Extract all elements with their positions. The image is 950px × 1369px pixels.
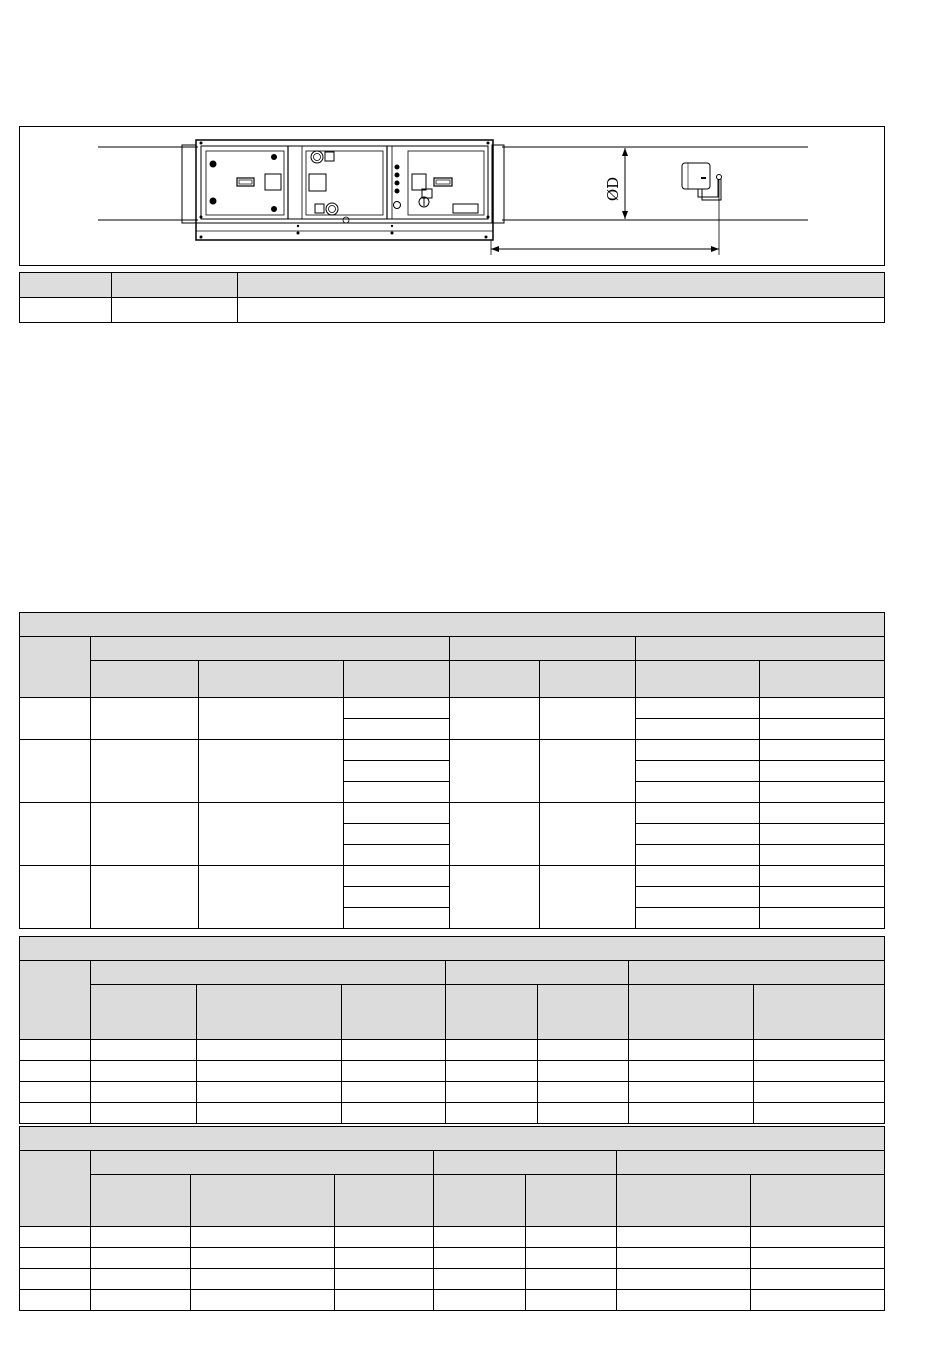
unit-body (196, 140, 493, 240)
unit-drawing (20, 127, 886, 267)
group-header (636, 637, 885, 661)
table-cell (91, 866, 199, 929)
table-cell (191, 1290, 335, 1311)
table-cell (335, 1227, 434, 1248)
table-cell (760, 803, 885, 824)
table-cell (344, 887, 450, 908)
table-cell (91, 698, 199, 740)
table-cell (450, 803, 540, 866)
table-cell (191, 1269, 335, 1290)
sub-header (91, 661, 199, 698)
table-cell (197, 1061, 342, 1082)
table-cell (91, 803, 199, 866)
table-cell (636, 761, 760, 782)
table-cell (199, 866, 344, 929)
table-cell (91, 1227, 191, 1248)
controller-box (682, 163, 722, 200)
table-cell (342, 1061, 446, 1082)
group-header (617, 1151, 885, 1175)
table-cell (636, 782, 760, 803)
group-header (450, 637, 636, 661)
table-cell (434, 1290, 526, 1311)
table-cell (91, 1248, 191, 1269)
table-cell (20, 698, 91, 740)
table-cell (751, 1290, 885, 1311)
table-cell (760, 887, 885, 908)
table-cell (754, 1040, 885, 1061)
header-cell (20, 961, 91, 1040)
group-header (446, 961, 629, 985)
table-cell (335, 1269, 434, 1290)
table-cell (636, 803, 760, 824)
table-cell (538, 1061, 629, 1082)
sub-header (760, 661, 885, 698)
table-cell (20, 1269, 91, 1290)
sub-header (335, 1175, 434, 1227)
table-cell (344, 866, 450, 887)
header-cell (20, 1151, 91, 1227)
table-cell (636, 740, 760, 761)
group-header (434, 1151, 617, 1175)
table-cell (636, 887, 760, 908)
table-cell (526, 1290, 617, 1311)
table-cell (538, 1040, 629, 1061)
table-cell (20, 1082, 91, 1103)
table-cell (629, 1040, 754, 1061)
table-cell (91, 1269, 191, 1290)
table-cell (760, 761, 885, 782)
group-header (91, 1151, 434, 1175)
table-cell (751, 1227, 885, 1248)
sub-header (91, 985, 197, 1040)
table-cell (344, 761, 450, 782)
table-cell (344, 845, 450, 866)
table-cell (617, 1248, 751, 1269)
sub-header (91, 1175, 191, 1227)
table-cell (20, 1248, 91, 1269)
sub-header (342, 985, 446, 1040)
table-cell (540, 740, 636, 803)
sub-header (197, 985, 342, 1040)
group-header (91, 637, 450, 661)
group-header (629, 961, 885, 985)
sub-header (344, 661, 450, 698)
table-cell (446, 1061, 538, 1082)
table-cell (636, 845, 760, 866)
table-cell (760, 866, 885, 887)
legend-header-3 (238, 273, 885, 298)
table-cell (344, 698, 450, 719)
table-cell (446, 1040, 538, 1061)
table-cell (760, 740, 885, 761)
table-cell (450, 866, 540, 929)
table-cell (434, 1248, 526, 1269)
legend-table (19, 272, 885, 323)
table-cell (20, 803, 91, 866)
legend-cell (20, 298, 112, 323)
table-cell (344, 719, 450, 740)
table-cell (629, 1103, 754, 1124)
table-cell (91, 1082, 197, 1103)
table-cell (526, 1227, 617, 1248)
table-cell (540, 698, 636, 740)
legend-cell (112, 298, 238, 323)
legend-header-1 (20, 273, 112, 298)
section-title (20, 937, 885, 961)
table-cell (20, 740, 91, 803)
table-cell (526, 1269, 617, 1290)
table-cell (754, 1103, 885, 1124)
table-cell (434, 1227, 526, 1248)
table-cell (760, 908, 885, 929)
sub-header (754, 985, 885, 1040)
table-cell (617, 1290, 751, 1311)
diameter-label: ØD (604, 176, 622, 202)
table-cell (91, 1290, 191, 1311)
table-cell (20, 1103, 91, 1124)
table-cell (342, 1082, 446, 1103)
table-cell (199, 740, 344, 803)
data-table-a (19, 612, 885, 929)
data-table-b (19, 936, 885, 1124)
table-cell (636, 908, 760, 929)
sub-header (199, 661, 344, 698)
table-cell (636, 719, 760, 740)
table-cell (450, 740, 540, 803)
sub-header (636, 661, 760, 698)
table-cell (754, 1061, 885, 1082)
table-cell (446, 1082, 538, 1103)
table-cell (629, 1082, 754, 1103)
table-cell (344, 803, 450, 824)
sub-header (629, 985, 754, 1040)
table-cell (20, 1227, 91, 1248)
table-cell (751, 1248, 885, 1269)
sub-header (446, 985, 538, 1040)
table-cell (344, 824, 450, 845)
sub-header (450, 661, 540, 698)
sub-header (540, 661, 636, 698)
table-cell (760, 845, 885, 866)
table-cell (450, 698, 540, 740)
table-cell (91, 1040, 197, 1061)
table-cell (20, 1061, 91, 1082)
table-cell (617, 1269, 751, 1290)
flange-right (492, 145, 504, 223)
table-cell (197, 1082, 342, 1103)
table-cell (540, 803, 636, 866)
table-cell (540, 866, 636, 929)
table-cell (191, 1248, 335, 1269)
table-cell (636, 824, 760, 845)
table-cell (760, 782, 885, 803)
table-cell (344, 740, 450, 761)
table-cell (197, 1040, 342, 1061)
table-cell (91, 740, 199, 803)
table-cell (636, 866, 760, 887)
sub-header (526, 1175, 617, 1227)
section-title (20, 613, 885, 637)
group-header (91, 961, 446, 985)
sub-header (751, 1175, 885, 1227)
sub-header (538, 985, 629, 1040)
table-cell (191, 1227, 335, 1248)
table-cell (434, 1269, 526, 1290)
table-cell (197, 1103, 342, 1124)
table-cell (760, 698, 885, 719)
header-cell (20, 637, 91, 698)
flange-left (182, 145, 196, 223)
table-cell (538, 1082, 629, 1103)
table-cell (446, 1103, 538, 1124)
table-cell (760, 824, 885, 845)
legend-cell (238, 298, 885, 323)
table-cell (20, 1290, 91, 1311)
table-cell (20, 1040, 91, 1061)
table-cell (751, 1269, 885, 1290)
table-cell (342, 1103, 446, 1124)
table-cell (344, 782, 450, 803)
table-cell (335, 1248, 434, 1269)
table-cell (335, 1290, 434, 1311)
table-cell (754, 1082, 885, 1103)
table-cell (20, 866, 91, 929)
table-cell (629, 1061, 754, 1082)
table-cell (526, 1248, 617, 1269)
table-cell (344, 908, 450, 929)
unit-drawing-panel (19, 126, 885, 266)
table-cell (199, 698, 344, 740)
table-cell (538, 1103, 629, 1124)
table-cell (760, 719, 885, 740)
table-cell (636, 698, 760, 719)
section-title (20, 1127, 885, 1151)
table-cell (617, 1227, 751, 1248)
sub-header (617, 1175, 751, 1227)
table-cell (91, 1061, 197, 1082)
legend-header-2 (112, 273, 238, 298)
table-cell (199, 803, 344, 866)
data-table-c (19, 1126, 885, 1311)
sub-header (191, 1175, 335, 1227)
sub-header (434, 1175, 526, 1227)
table-cell (342, 1040, 446, 1061)
table-cell (91, 1103, 197, 1124)
